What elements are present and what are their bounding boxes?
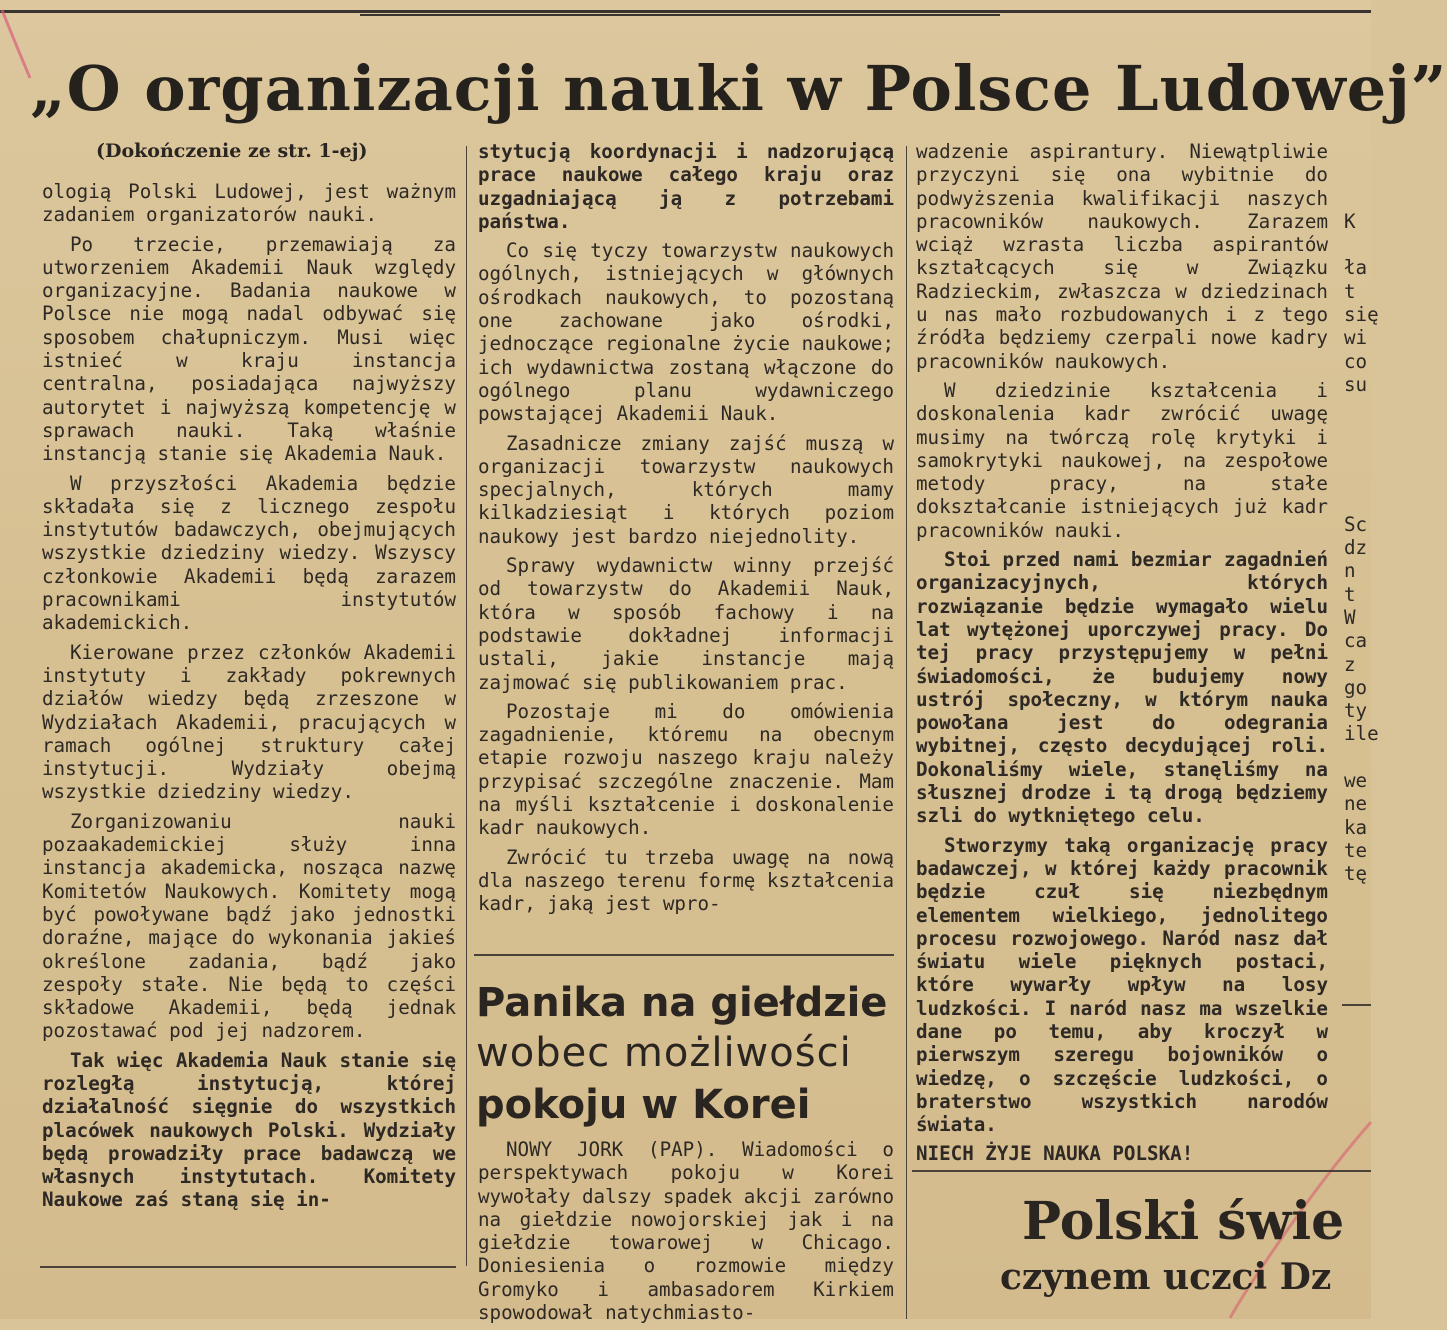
continuation-note: (Dokończenie ze str. 1-ej) (96, 140, 368, 162)
cut-off-line: tę (1344, 862, 1368, 886)
paragraph: W przyszłości Akademia będzie składała się z licznego zespołu instytutów badawczych, obejmujących wszystkie dziedziny wiedzy. Wszyscy członkowie Akademii będą zarazem pracownikami instytutów akademickich. (42, 471, 456, 635)
panika-title-line3: pokoju w Korei (476, 1082, 811, 1128)
cut-off-line: ca (1344, 629, 1368, 653)
cut-off-line: we (1344, 769, 1368, 793)
paragraph: Zorganizowaniu nauki pozaakademickiej służy inna instancja akademicka, nosząca nazwę Komitetów Naukowych. Komitety mogą być powoływane bądź jako jednostki doraźne, mające do wykonania jakieś określone zadania, bądź jako zespoły stałe. Nie będą to części składowe Akademii, będą jednak pozostawać pod jej nadzorem. (42, 809, 456, 1043)
polski-title-line2: czynem uczci Dz (1000, 1256, 1332, 1298)
cut-off-line: Sc (1344, 512, 1368, 536)
cut-off-line: t (1344, 279, 1356, 303)
cut-off-line: ile (1344, 722, 1379, 746)
paragraph: Stoi przed nami bezmiar zagadnień organizacyjnych, których rozwiązanie będzie wymagało wielu lat wytężonej uporczywej pracy. Do tej pracy przystępujemy w pełni świadomości, że budujemy nowy ustrój społeczny, w którym nauka powołana jest do odegrania wybitnej, często decydującej roli. Dokonaliśmy wiele, stanęliśmy na słusznej drodze i tą drogą będziemy szli do wytkniętego celu. (916, 548, 1328, 828)
column-3 (916, 140, 1328, 1172)
cut-off-line: co (1344, 349, 1368, 373)
cut-off-line: dz (1344, 536, 1368, 560)
panika-article-body (478, 1138, 894, 1330)
paragraph: Po trzecie, przemawiają za utworzeniem Akademii Nauk względy organizacyjne. Badania naukowe w Polsce nie mogą nadal odbywać się sposobem chałupniczym. Musi więc istnieć w kraju instancja centralna, posiadająca najwyższy autorytet i najwyższą kompetencję w sprawach nauki. Taką właśnie instancją stanie się Akademia Nauk. (42, 232, 456, 466)
panika-title-line1: Panika na giełdzie (476, 980, 888, 1026)
cut-off-line (1344, 140, 1384, 163)
cut-off-line: z (1344, 652, 1356, 676)
cut-off-line: K (1344, 209, 1356, 233)
paragraph: Zasadnicze zmiany zajść muszą w organizacji towarzystw naukowych specjalnych, których mamy kilkadziesiąt i których poziom naukowy jest bardzo niejednolity. (478, 431, 894, 548)
column-divider (906, 146, 907, 1319)
top-rule-double (360, 14, 1000, 16)
paragraph: wadzenie aspirantury. Niewątpliwie przyczyni się ona wybitnie do podwyższenia kwalifikacji naszych pracowników naukowych. Zarazem wciąż wzrasta liczba aspirantów kształcących się w Związku Radzieckim, zwłaszcza w dziedzinach u nas mało rozbudowanych i z tego źródła będziemy czerpali nowe kadry pracowników naukowych. (916, 140, 1328, 373)
paragraph: Zwrócić tu trzeba uwagę na nową dla naszego terenu formę kształcenia kadr, jaką jest wpro- (478, 845, 894, 916)
paragraph: Pozostaje mi do omówienia zagadnienie, któremu na obecnym etapie rozwoju naszego kraju należy przypisać szczególne znaczenie. Mam na myśli kształcenie i doskonalenie kadr naukowych. (478, 699, 894, 840)
paragraph: ologią Polski Ludowej, jest ważnym zadaniem organizatorów nauki. (42, 180, 456, 227)
cut-off-line: ty (1344, 699, 1368, 723)
paragraph: Stworzymy taką organizację pracy badawczej, w której każdy pracownik będzie czuł się niezbędnym elementem wielkiego, jednolitego procesu rozwojowego. Naród nasz dał światu wiele pięknych postaci, które wywarły wpływ na losy ludzkości. I naród nasz ma wszelkie dane po temu, aby kroczył w pierwszym szeregu bojowników o wiedzę, o szczęście ludzkości, o braterstwo wszystkich narodów świata. (916, 833, 1328, 1137)
column-divider (466, 146, 467, 1266)
paragraph: Kierowane przez członków Akademii instytuty i zakłady pokrewnych działów wiedzy będą zrzeszone w Wydziałach Akademii, pracujących w ramach ogólnej struktury całej instytucji. Wydziały obejmą wszystkie dziedziny wiedzy. (42, 640, 456, 804)
column-end-rule (40, 1266, 456, 1268)
section-rule (1342, 1004, 1371, 1006)
cut-off-line (1344, 466, 1384, 489)
cut-off-line (1344, 233, 1384, 256)
cut-off-line (1344, 489, 1384, 512)
section-rule (474, 954, 894, 956)
cut-off-line: ka (1344, 815, 1368, 839)
cut-off-line (1344, 396, 1384, 419)
panika-paragraph: NOWY JORK (PAP). Wiadomości o perspektywach pokoju w Korei wywołały dalszy spadek akcji zarówno na giełdzie nowojorskiej jak i na giełdzie towarowej w Chicago. Doniesienia o rozmowie między Gromyko i ambasadorem Kirkiem spowodował natychmiasto- (478, 1138, 894, 1325)
column-2 (478, 140, 894, 922)
cut-off-line (1344, 420, 1384, 443)
column-1 (42, 180, 456, 1218)
cut-off-line (1344, 187, 1384, 210)
paragraph: stytucją koordynacji i nadzorującą prace naukowe całego kraju oraz uzgadniającą ją z potrzebami państwa. (478, 140, 894, 233)
cut-off-line: su (1344, 372, 1368, 396)
paragraph: Co się tyczy towarzystw naukowych ogólnych, istniejących w głównych ośrodkach naukowych, to pozostaną one zachowane jako ośrodki, jednoczące regionalne życie naukowe; ich wydawnictwa zostaną włączone do ogólnego planu wydawniczego powstającej Akademii Nauk. (478, 239, 894, 426)
cut-off-line: go (1344, 675, 1368, 699)
article-panika-headline (476, 978, 896, 1132)
cut-off-line: ła (1344, 256, 1368, 280)
section-rule (912, 1170, 1371, 1172)
paragraph: W dziedzinie kształcenia i doskonalenia kadr zwrócić uwagę musimy na twórczą rolę krytyki i samokrytyki naukowej, na zespołowe metody pracy, na stałe dokształcanie istniejących już kadr pracowników nauki. (916, 378, 1328, 542)
cut-off-line: ne (1344, 792, 1368, 816)
column-4-fragment (1344, 140, 1384, 886)
panika-title-line2: wobec możliwości (476, 1030, 852, 1076)
cut-off-line: te (1344, 838, 1368, 862)
cut-off-line: się (1344, 303, 1379, 327)
closing-slogan: NIECH ŻYJE NAUKA POLSKA! (916, 1142, 1194, 1166)
cut-off-line (1344, 746, 1384, 769)
headline: „O organizacji nauki w Polsce Ludowej” (30, 52, 1447, 125)
paragraph: Sprawy wydawnictw winny przejść od towarzystw do Akademii Nauk, która w sposób fachowy i na podstawie dokładnej informacji ustali, jakie instancje mają zajmować się publikowaniem prac. (478, 554, 894, 694)
cut-off-line: t (1344, 582, 1356, 606)
cut-off-line (1344, 163, 1384, 186)
cut-off-line: wi (1344, 326, 1368, 350)
polski-title-line1: Polski świe (1022, 1191, 1345, 1252)
paragraph: Tak więc Akademia Nauk stanie się rozległą instytucją, której działalność sięgnie do wszystkich placówek naukowych Polski. Wydziały będą prowadziły prace badawczą we własnych instytutach. Komitety Naukowe zaś staną się in- (42, 1048, 456, 1212)
article-polski-headline (1000, 1190, 1382, 1300)
top-rule (0, 10, 1371, 13)
cut-off-line: W (1344, 605, 1356, 629)
cut-off-line: n (1344, 559, 1356, 583)
cut-off-line (1344, 443, 1384, 466)
